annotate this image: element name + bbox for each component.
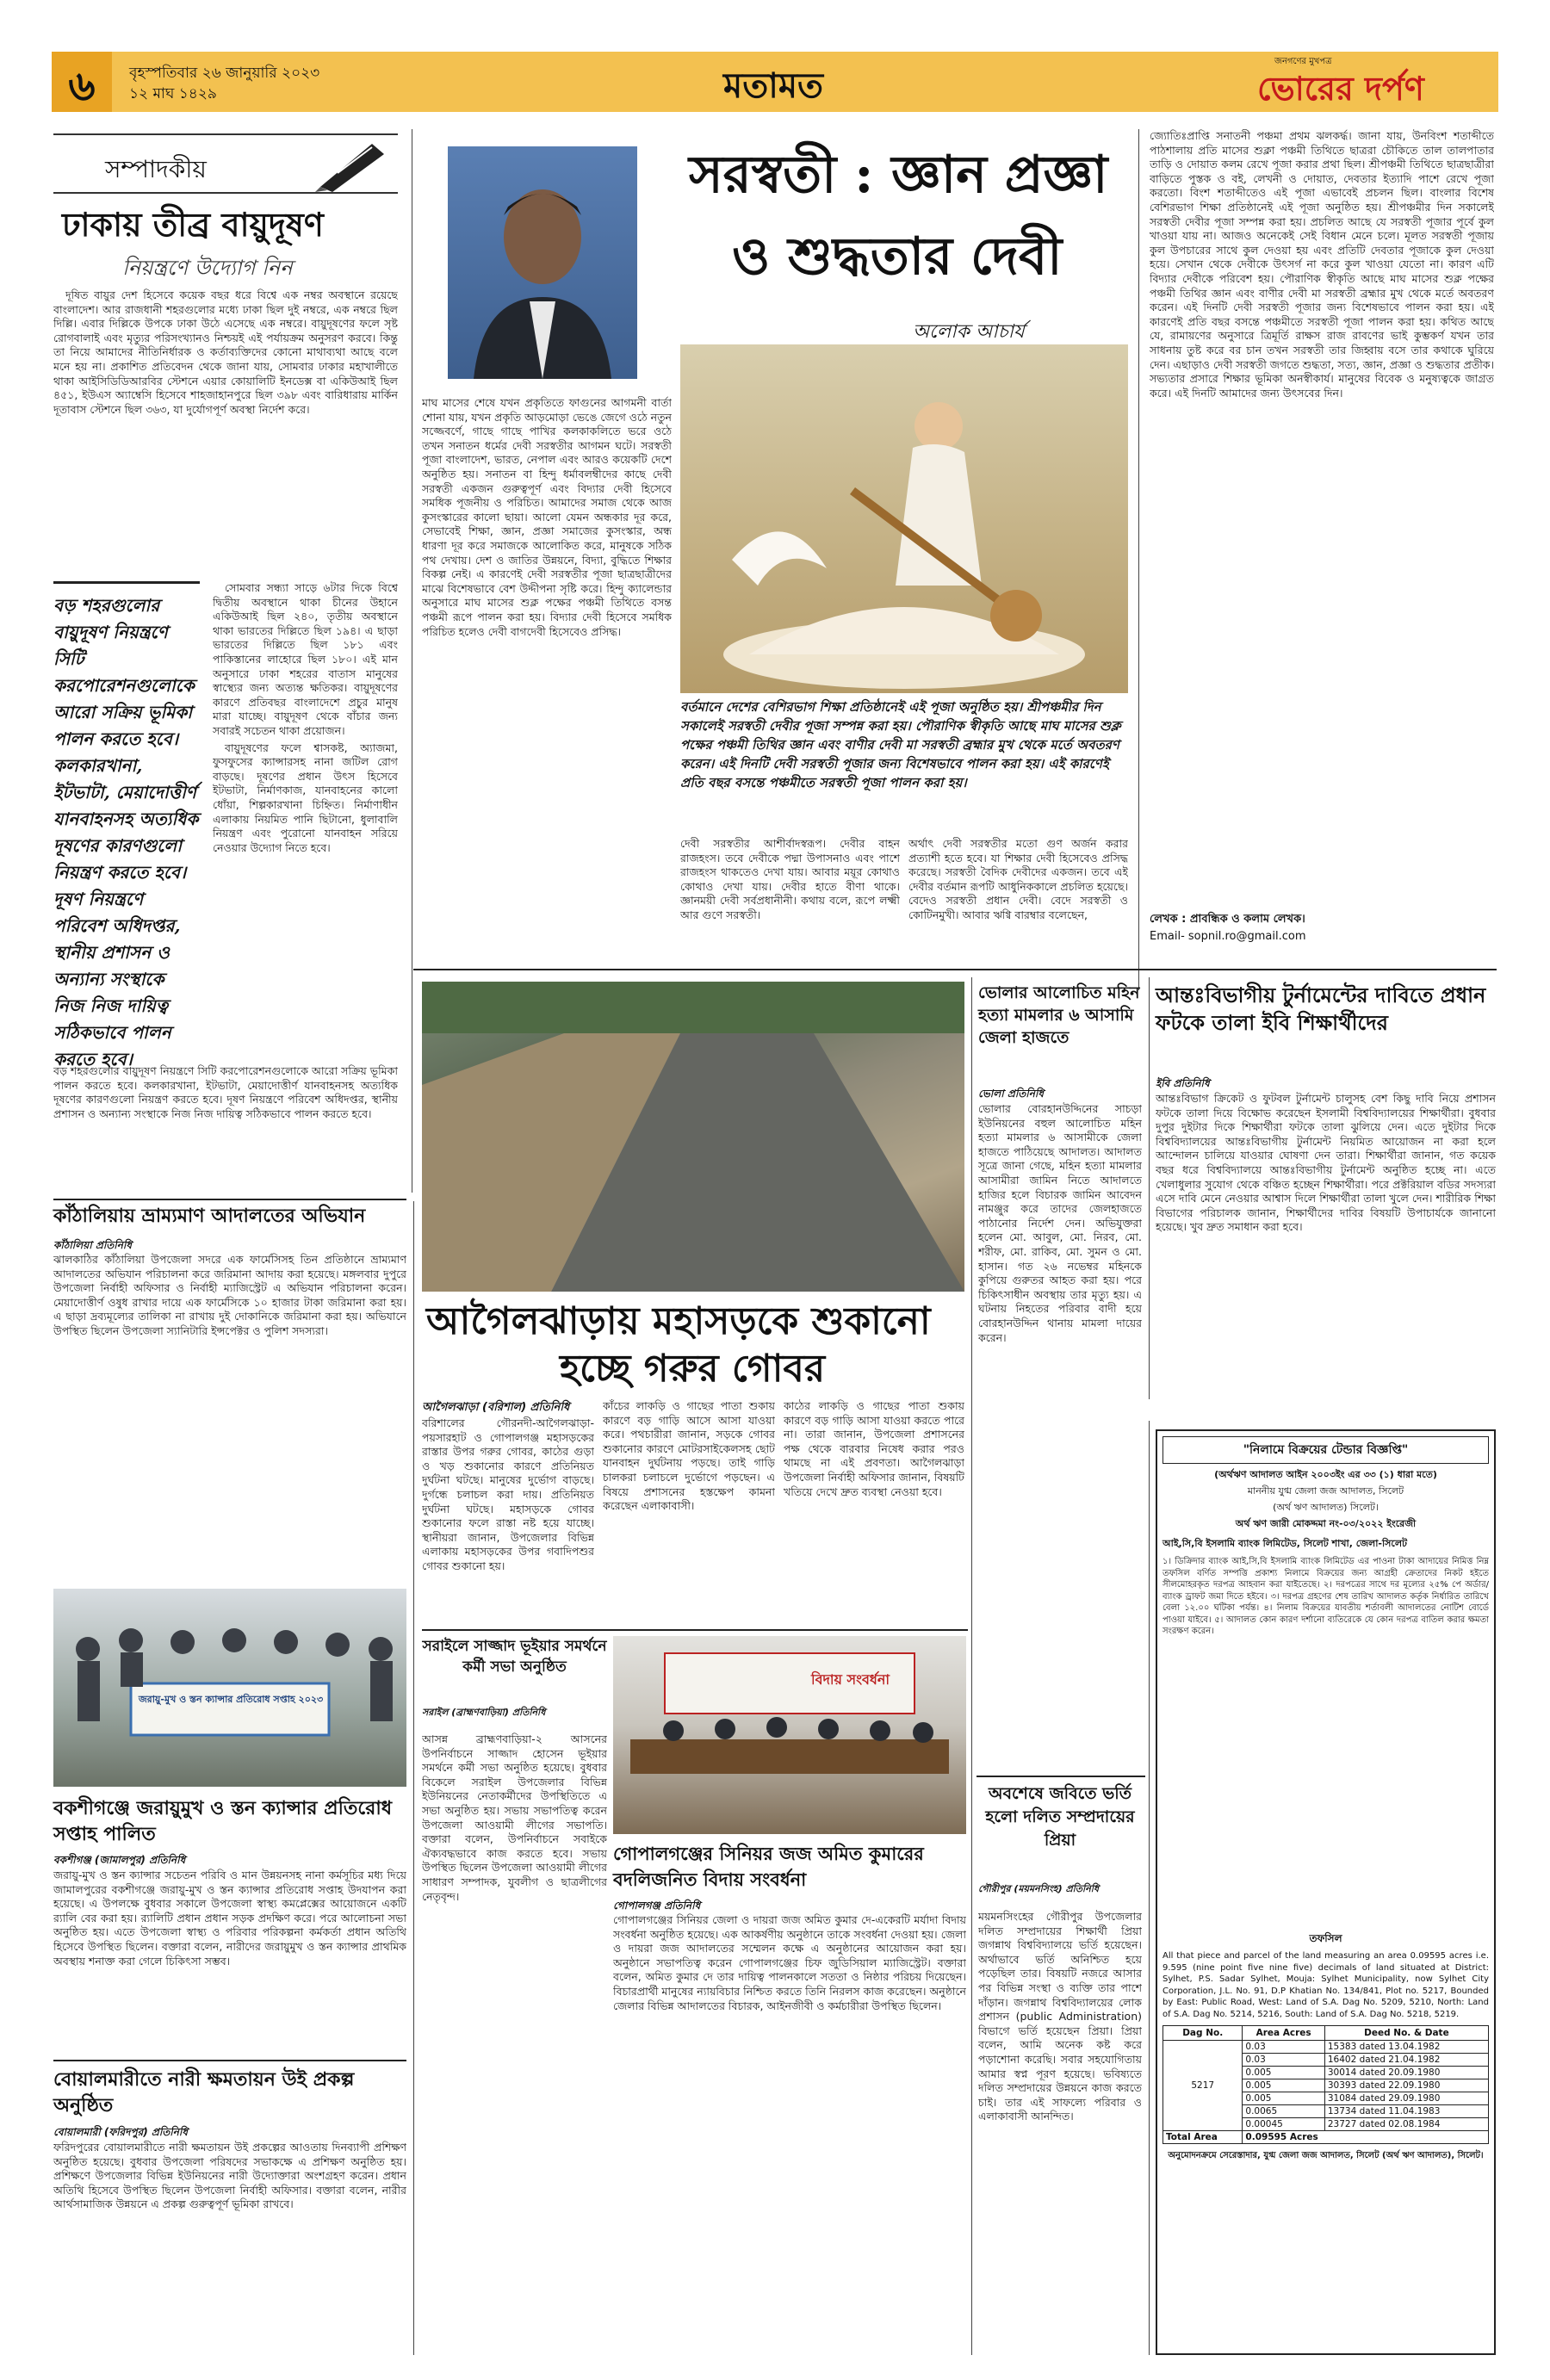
judge-banner-text: বিদায় সংবর্ধনা xyxy=(811,1671,890,1688)
table-cell: 30014 dated 20.09.1980 xyxy=(1324,2067,1488,2079)
column-rule xyxy=(1138,129,1139,990)
auction-subtitle-3: (অর্থ ঋণ আদালত) সিলেট। xyxy=(1273,1502,1379,1513)
road-headline-line1: আগৈলঝাড়ায় মহাসড়কে শুকানো xyxy=(426,1299,931,1343)
table-cell: 0.00045 xyxy=(1243,2118,1324,2131)
column-rule xyxy=(413,1201,414,2355)
priya-headline: অবশেষে জবিতে ভর্তি হলো দলিত সম্প্রদায়ের প্রিয়া xyxy=(985,1784,1135,1850)
judge-body: গোপালগঞ্জের সিনিয়র জেলা ও দায়রা জজ অমিত কুমার দে-একেরটি মর্যাদা বিদায় সংবর্ধনা অনুষ্ঠিত হয়েছে। এক আকর্ষণীয় অনুষ্ঠানে তাকে সংবর্ধনা দেওয়া হয়। জেলা ও দায়রা জজ আদালতের সম্মেলন কক্ষে এ অনুষ্ঠানের আয়োজন করা হয়। অনুষ্ঠানে সভাপতিত্ব করেন গোপালগঞ্জের চিফ জুডিসিয়াল ম্যাজিস্ট্রেট। বক্তারা বলেন, অমিত কুমার দে তার দায়িত্ব পালনকালে সততা ও নিষ্ঠার পরিচয় দিয়েছেন। বিচারপ্রার্থী মানুষের ন্যায়বিচার নিশ্চিত করতে তিনি নিরলস কাজ করেছেন। অনুষ্ঠানে জেলার বিভিন্ন আদালতের বিচারক, আইনজীবী ও কর্মচারীরা উপস্থিত ছিলেন। xyxy=(613,1913,966,2012)
table-cell: 31084 dated 29.09.1980 xyxy=(1324,2092,1488,2105)
feature-column-1: মাঘ মাসের শেষে যখন প্রকৃতিতে ফাগুনের আগমনী বার্তা শোনা যায়, যখন প্রকৃতি আড়মোড়া ভেঙে জেগে ওঠে নতুন সজ্জেবর্ণে, গাছে গাছে পাখির কলকাকলিতে ভরে ওঠে তখন সনাতন ধর্মের দেবী সরস্বতীর আগমন ঘটে। সরস্বতী পূজা বাংলাদেশ, ভারত, নেপাল এবং আরও কয়েকটি দেশে অনুষ্ঠিত হয়। সনাতন বা হিন্দু ধর্মাবলম্বীদের কাছে দেবী সরস্বতী একজন গুরুত্বপূর্ণ এবং বিদ্যার দেবী হিসেবে সমধিক পূজনীয় ও পরিচিত। আমাদের সমাজ থেকে আজ কুসংস্কারের কালো ছায়া। আলো যেমন অন্ধকার দূর করে, সেভাবেই শিক্ষা, জ্ঞান, প্রজ্ঞা সমাজের কুসংস্কার, অন্ধ ধারণা দূর করে সমাজকে আলোকিত করে, মানুষকে সঠিক পথ দেখায়। দেশ ও জাতির উন্নয়নে, বিদ্যা, বুদ্ধিতে শিক্ষার বিকল্প নেই। এ কারণেই দেবী সরস্বতীর পূজা ছাত্রছাত্রীদের মাঝে বিশেষভাবে বেশ উদ্দীপনা সৃষ্টি করে। হিন্দু ক্যালেন্ডার অনুসারে মাঘ মাসের শুক্ল পক্ষের পঞ্চমী তিথিতে বসন্ত পঞ্চমী রূপে পালন করা হয়। বিদ্যার দেবী হিসেবে সমধিক পরিচিত হলেও দেবী বাগদেবী হিসেবেও প্রসিদ্ধ। xyxy=(422,396,672,638)
masthead xyxy=(52,52,1498,114)
table-cell: 23727 dated 02.08.1984 xyxy=(1324,2118,1488,2131)
judge-headline: গোপালগঞ্জের সিনিয়র জজ অমিত কুমারের বদলিজনিত বিদায় সংবর্ধনা xyxy=(613,1843,924,1890)
feature-author-note: লেখক : প্রাবন্ধিক ও কলাম লেখক। xyxy=(1150,913,1305,926)
section-title: মতামত xyxy=(723,65,824,106)
women-dateline: বোয়ালমারী (ফরিদপুর) প্রতিনিধি xyxy=(53,2126,189,2138)
priya-body: ময়মনসিংহের গৌরীপুর উপজেলার দলিত সম্প্রদায়ের শিক্ষার্থী প্রিয়া জগন্নাথ বিশ্ববিদ্যালয়ে ভর্তি হয়েছেন। অর্থাভাবে ভর্তি অনিশ্চিত হয়ে পড়েছিল তার। বিষয়টি নজরে আসার পর বিভিন্ন সংস্থা ও ব্যক্তি তার পাশে দাঁড়ান। জগন্নাথ বিশ্ববিদ্যালয়ের লোক প্রশাসন (public Administration) বিভাগে ভর্তি হয়েছেন প্রিয়া। প্রিয়া বলেন, আমি অনেক কষ্ট করে পড়াশোনা করেছি। সবার সহযোগিতায় আমার স্বপ্ন পূরণ হয়েছে। ভবিষ্যতে দলিত সম্প্রদায়ের উন্নয়নে কাজ করতে চাই। তার এই সাফল্যে পরিবার ও এলাকাবাসী আনন্দিত। xyxy=(978,1910,1142,2123)
priya-dateline: গৌরীপুর (ময়মনসিংহ) প্রতিনিধি xyxy=(978,1883,1100,1894)
schedule-title: তফসিল xyxy=(1309,1932,1342,1944)
image-caption: বর্তমানে দেশের বেশিরভাগ শিক্ষা প্রতিষ্ঠানেই এই পূজা অনুষ্ঠিত হয়। শ্রীপঞ্চমীর দিন সকালেই সরস্বতী দেবীর পূজা সম্পন্ন করা হয়। পৌরাণিক স্বীকৃতি আছে মাঘ মাসের শুক্ল পক্ষের পঞ্চমী তিথির জ্ঞান এবং বাণীর দেবী মা সরস্বতী ব্রহ্মার মুখ থেকে মর্তে অবতরণ করেন। এই দিনটি দেবী সরস্বতী পূজার জন্য বিশেষভাবে পালন করা হয়। এই কারণেই প্রতি বছর বসন্তে পঞ্চমীতে সরস্বতী পূজা পালন করা হয়। xyxy=(680,699,1121,790)
feature-right-column: জ্যোতিঃপ্রাপ্তি সনাতনী পঞ্চমা প্রথম ঝলকর্দ্ধ। জানা যায়, উনবিংশ শতাব্দীতে পাঠশালায় প্রতি মাসের শুক্লা পঞ্চমী তিথিতে ছাত্ররা চৌকিতে তাল তালপাতার তাড়ি ও দোয়াত কলম রেখে পূজা করার প্রথা ছিল। শ্রীপঞ্চমী তিথিতে ছাত্রছাত্রীরা বাড়িতে পুস্তক ও বই, লেখনী ও দোয়াত, দেবতার ইত্যাদি পাশে রেখে পূজা করতো। বিংশ শতাব্দীতেও এই পূজা এভাবেই প্রচলন ছিল। বাংলার বিশেষ বেশিরভাগ শিক্ষা প্রতিষ্ঠানেই এই পূজা অনুষ্ঠিত হয়। শ্রীপঞ্চমীর দিন সকালেই সরস্বতী দেবীর পূজা সম্পন্ন করা হয়। প্রচলিত আছে যে সরস্বতী পূজার পূর্বে কুল খাওয়া যায় না। আজও অনেকেই সেই বিধান মেনে চলে। মূলত সরস্বতী পূজায় কুল উপচারের সাথে কুল দেওয়া হয় এবং প্রতিটি দেবতার পূজাকে কুল দেওয়া হয়ে। সেখান থেকে দেবীকে উৎসর্গ না করে কুল খাওয়া যেতো না। কারণ এটি বিদ্যার দেবীকে পরিবেশ হয়। পৌরাণিক স্বীকৃতি আছে মাঘ মাসের শুক্ল পক্ষের পঞ্চমী তিথির জ্ঞান এবং বাণীর দেবী মা সরস্বতী ব্রহ্মার মুখ থেকে মর্তে অবতরণ করেন। এই দিনটি দেবী সরস্বতী পূজার জন্য বিশেষভাবে পালন করা হয়। এই কারণেই প্রতি বছর বসন্তে পঞ্চমীতে সরস্বতী পূজা পালন করা হয়। কথিত আছে যে, রামায়ণের অনুসারে ত্রিমূর্তি রাক্ষস রাজ রাবণের ভাই কুম্ভকর্ণ যখন তার সাধনায় তুষ্ট করে বর চান তখন সরস্বতী তার জিহ্বায় বসে তার কথাকে ঘুরিয়ে দেন। এছাড়াও দেবী সরস্বতী জগতে শুদ্ধতা, সত্য, জ্ঞান, প্রজ্ঞা ও শুদ্ধতার প্রতীক। সভ্যতার প্রসারে শিক্ষার ভূমিকা অনস্বীকার্য। মানুষের বিবেক ও মনুষ্যত্বকে জাগ্রত করে। এই দিনটি আমাদের জন্য উৎসবের দিন। xyxy=(1150,129,1494,400)
table-cell: 15383 dated 13.04.1982 xyxy=(1324,2041,1488,2054)
newspaper-logo: ভোরের দর্পণ xyxy=(1257,69,1424,108)
column-rule xyxy=(971,977,972,2355)
bhola-body: ভোলার বোরহানউদ্দিনের সাচড়া ইউনিয়নের বহুল আলোচিত মহিন হত্যা মামলার ৬ আসামীকে জেলা হাজতে পাঠিয়েছে আদালত। আদালত সূত্রে জানা গেছে, মহিন হত্যা মামলার আসামীরা জামিন নিতে আদালতে হাজির হলে বিচারক জামিন আবেদন নামঞ্জুর করে তাদের জেলহাজতে পাঠানোর নির্দেশ দেন। অভিযুক্তরা হলেন মো. আবুল, মো. নিরব, মো. শরীফ, মো. রাকিব, মো. সুমন ও মো. হাসান। গত ২৬ নভেম্বর মহিনকে কুপিয়ে গুরুতর আহত করা হয়। পরে চিকিৎসাধীন অবস্থায় তার মৃত্যু হয়। এ ঘটনায় নিহতের পরিবার বাদী হয়ে বোরহানউদ্দিন থানায় মামলা দায়ের করেন। xyxy=(978,1102,1142,1344)
table-header: Deed No. & Date xyxy=(1324,2026,1488,2041)
auction-subtitle-2: মাননীয় যুগ্ম জেলা জজ আদালত, সিলেট xyxy=(1247,1485,1404,1497)
editorial-body-right xyxy=(213,581,398,1063)
auction-body: ১। ডিক্রিদার ব্যাংক আই,সি,বি ইসলামি ব্যাংক লিমিটেড এর পাওনা টাকা আদায়ের নিমিত্ত নিম্ন তফসিল বর্ণিত সম্পত্তি প্রকাশ্য নিলামে বিক্রয়ের জন্য আগ্রহী ক্রেতাদের নিকট হইতে সীলমোহরকৃত দরপত্র আহবান করা যাইতেছে। ২। দরপত্রের সাথে দর মূল্যের ২৫% পে অর্ডার/ব্যাংক ড্রাফট জমা দিতে হইবে। ৩। দরপত্র গ্রহণের শেষ তারিখ আদালত কর্তৃক নির্ধারিত তারিখে বেলা ১২.০০ ঘটিকা পর্যন্ত। ৪। নিলাম বিক্রয়ের যাবতীয় শর্তাবলী আদালতের নোটিশ বোর্ডে পাওয়া যাইবে। ৫। আদালত কোন কারণ দর্শানো ব্যতিরেকে যে কোন দরপত্র বাতিল করার ক্ষমতা সংরক্ষণ করেন। xyxy=(1162,1557,1489,1636)
auction-english: All that piece and parcel of the land measuring an area 0.09595 acres i.e. 9.595 (nine point five nine five) decimals of land situated at District: Sylhet, P.S. Sadar Sylhet, Mouja: Sylhet Municipality, now Sylhet City Corporation, J.L. No. 91, D.P Khatian No. 134/841, Plot no. 5217, Bounded by East: Public Road, West: Land of S.A. Dag No. 5209, 5210, North: Land of S.A. Dag No. 5214, 5216, South: Land of S.A. Dag No. 5218, 5219. xyxy=(1162,1951,1489,2019)
feature-author: অলোক আচার্য xyxy=(913,321,1025,343)
editorial-pullquote-box xyxy=(53,581,200,1069)
women-headline: বোয়ালমারীতে নারী ক্ষমতায়ন উই প্রকল্প অনুষ্ঠিত xyxy=(53,2068,355,2117)
page-number: ৬ xyxy=(68,62,96,110)
date-line-2: ১২ মাঘ ১৪২৯ xyxy=(129,85,217,102)
editorial-pullquote: বড় শহরগুলোর বায়ুদূষণ নিয়ন্ত্রণে সিটি করপোরেশনগুলোকে আরো সক্রিয় ভূমিকা পালন করতে হবে। কলকারখানা, ইটভাটা, মেয়াদোত্তীর্ণ যানবাহনসহ অত্যধিক দূষণের কারণগুলো নিয়ন্ত্রণ করতে হবে। দূষণ নিয়ন্ত্রণে পরিবেশ অধিদপ্তর, স্থানীয় প্রশাসন ও অন্যান্য সংস্থাকে নিজ নিজ দায়িত্ব সঠিকভাবে পালন করতে হবে। xyxy=(53,595,199,1069)
judge-dateline: গোপালগঞ্জ প্রতিনিধি xyxy=(613,1900,701,1912)
table-header: Area Acres xyxy=(1243,2026,1324,2041)
saraswati-image xyxy=(680,344,1128,693)
table-cell: 16402 dated 21.04.1982 xyxy=(1324,2054,1488,2067)
table-cell: 0.005 xyxy=(1243,2067,1324,2079)
deed-table xyxy=(1162,2025,1489,2144)
road-dateline: আগৈলঝাড়া (বরিশাল) প্রতিনিধি xyxy=(422,1401,570,1414)
bhuiyan-body: আসন্ন ব্রাহ্মণবাড়িয়া-২ আসনের উপনির্বাচনে সাজ্জাদ হোসেন ভূইয়ার সমর্থনে কর্মী সভা অনুষ্ঠিত হয়েছে। বুধবার বিকেলে সরাইল উপজেলার বিভিন্ন ইউনিয়নের নেতাকর্মীদের উপস্থিতিতে এ সভা অনুষ্ঠিত হয়। সভায় সভাপতিত্ব করেন উপজেলা আওয়ামী লীগের সভাপতি। বক্তারা বলেন, উপনির্বাচনে সবাইকে ঐক্যবদ্ধভাবে কাজ করতে হবে। সভায় উপস্থিত ছিলেন উপজেলা আওয়ামী লীগের সাধারণ সম্পাদক, যুবলীগ ও ছাত্রলীগের নেতৃবৃন্দ। xyxy=(422,1732,607,1903)
cancer-headline: বকশীগঞ্জে জরায়ুমুখ ও স্তন ক্যান্সার প্রতিরোধ সপ্তাহ পালিত xyxy=(53,1797,393,1845)
road-headline-line2: হচ্ছে গরুর গোবর xyxy=(560,1347,826,1391)
cancer-dateline: বকশীগঞ্জ (জামালপুর) প্রতিনিধি xyxy=(53,1854,186,1866)
bhola-headline: ভোলার আলোচিত মহিন হত্যা মামলার ৬ আসামি জেলা হাজতে xyxy=(978,983,1140,1047)
editorial-headline: ঢাকায় তীব্র বায়ুদূষণ xyxy=(62,205,324,244)
table-cell: 13734 dated 11.04.1983 xyxy=(1324,2105,1488,2118)
table-cell: 0.03 xyxy=(1243,2054,1324,2067)
road-column-2: কাঁচের লাকড়ি ও গাছের পাতা শুকায় কারণে বড় গাড়ি আসে আসা যাওয়া করে। পথচারীরা জানান, সড়কে গোবর শুকানোর কারণে মোটরসাইকেলসহ ছোট যানবাহন দুর্ঘটনায় পড়ছে। তাই গাড়ি চালকরা চলাচলে দুর্ভোগে পড়ছেন। এ বিষয়ে প্রশাসনের হস্তক্ষেপ কামনা করেছেন এলাকাবাসী। xyxy=(603,1399,775,1513)
auction-subtitle-4: অর্থ ঋণ জারী মোকদ্দমা নং-০৩/২০২২ ইংরেজী xyxy=(1235,1518,1417,1529)
table-cell: 0.005 xyxy=(1243,2079,1324,2092)
feature-below-col-4: অর্থাৎ দেবী সরস্বতীর মতো গুণ অর্জন করার প্রত্যাশী হতে হবে। যা শিক্ষার দেবী হিসেবেও প্রসিদ্ধ করেছে। সরস্বতী বৈদিক দেবীদের একজন। তবে এই দেবীর বর্তমান রূপটি আধুনিককালে প্রচলিত হয়েছে। বেদেও সরস্বতী প্রধান দেবী। বেদে সরস্বতী ও কোটিনমুখী। আবার ঋগ্বি বারম্বার বলেছেন, xyxy=(908,837,1128,921)
auction-title: "নিলামে বিক্রয়ের টেন্ডার বিজ্ঞপ্তি" xyxy=(1162,1436,1489,1464)
author-photo xyxy=(448,146,637,379)
table-cell: 0.09595 Acres xyxy=(1243,2131,1489,2144)
table-cell: 0.005 xyxy=(1243,2092,1324,2105)
editorial-header xyxy=(53,133,398,194)
column-rule xyxy=(1149,977,1150,1399)
section-divider xyxy=(413,969,1497,970)
mobile-court-headline: কাঁঠালিয়ায় ভ্রাম্যমাণ আদালতের অভিযান xyxy=(53,1205,366,1227)
feature-below-col-3: দেবী সরস্বতীর আশীর্বাদস্বরূপ। দেবীর বাহন রাজহংস। তবে দেবীকে পদ্মা উপাসনাও এবং পাশে রাজহংস থাকতেও দেখা যায়। আবার ময়ূর কোথাও কোথাও দেখা যায়। দেবীর হাতে বীণা থাকে। জ্ঞানময়ী দেবী সর্বপ্রধানীনী। কথায় বলে, রূপে লক্ষ্মী আর গুণে সরস্বতী। xyxy=(680,837,900,921)
person-portrait-icon xyxy=(448,146,637,379)
ebi-dateline: ইবি প্রতিনিধি xyxy=(1156,1077,1210,1089)
mobile-court-dateline: কাঁঠালিয়া প্রতিনিধি xyxy=(53,1239,133,1251)
fountain-pen-icon xyxy=(312,139,389,192)
women-body: ফরিদপুরের বোয়ালমারীতে নারী ক্ষমতায়ন উই প্রকল্পের আওতায় দিনব্যাপী প্রশিক্ষণ অনুষ্ঠিত হয়েছে। বুধবার উপজেলা পরিষদের সভাকক্ষে এ প্রশিক্ষণ অনুষ্ঠিত হয়। প্রশিক্ষণে উপজেলার বিভিন্ন ইউনিয়নের নারী উদ্যোক্তারা অংশগ্রহণ করেন। প্রধান অতিথি হিসেবে উপস্থিত ছিলেন উপজেলা নির্বাহী অফিসার। বক্তারা বলেন, নারীর আর্থসামাজিক উন্নয়নে এ প্রকল্প গুরুত্বপূর্ণ ভূমিকা রাখবে। xyxy=(53,2141,406,2211)
bhola-dateline: ভোলা প্রতিনিধি xyxy=(978,1088,1045,1100)
farewell-stage-icon xyxy=(613,1636,966,1834)
mobile-court-body: ঝালকাঠির কাঁঠালিয়া উপজেলা সদরে এক ফার্মেসিসহ তিন প্রতিষ্ঠানে ভ্রাম্যমাণ আদালতের অভিযান পরিচালনা করে জরিমানা আদায় করা হয়েছে। মঙ্গলবার দুপুরে উপজেলা নির্বাহী অফিসার ও নির্বাহী ম্যাজিস্ট্রেট এ অভিযান পরিচালনা করেন। মেয়াদোত্তীর্ণ ওষুধ রাখার দায়ে এক ফার্মেসিকে ১০ হাজার টাকা জরিমানা করা হয়। এ ছাড়া দ্রব্যমূল্যের তালিকা না রাখায় দুই দোকানিকে জরিমানা করা হয়। অভিযানে উপস্থিত ছিলেন উপজেলা স্যানিটারি ইন্সপেক্টর ও পুলিশ সদস্যরা। xyxy=(53,1253,406,1337)
table-cell: Total Area xyxy=(1163,2131,1243,2144)
judge-event-photo xyxy=(613,1636,966,1834)
cancer-banner-text: জরায়ু-মুখ ও স্তন ক্যান্সার প্রতিরোধ সপ্তাহ ২০২৩ xyxy=(138,1694,324,1705)
rally-photo-icon xyxy=(53,1589,406,1787)
table-cell: 30393 dated 22.09.1980 xyxy=(1324,2079,1488,2092)
editorial-closing: বড় শহরগুলোর বায়ুদূষণ নিয়ন্ত্রণে সিটি করপোরেশনগুলোকে আরো সক্রিয় ভূমিকা পালন করতে হবে। কলকারখানা, ইটভাটা, মেয়াদোত্তীর্ণ যানবাহনসহ অত্যধিক দূষণের কারণগুলো নিয়ন্ত্রণ করতে হবে। দূষণ নিয়ন্ত্রণে পরিবেশ অধিদপ্তর, স্থানীয় প্রশাসন ও অন্যান্য সংস্থাকে নিজ নিজ দায়িত্ব সঠিকভাবে পালন করতে হবে। xyxy=(53,1064,398,1120)
logo-tagline: জনগণের মুখপত্র xyxy=(1274,57,1332,66)
table-total-row xyxy=(1163,2131,1489,2144)
cancer-body: জরায়ু-মুখ ও স্তন ক্যান্সার সচেতন পরিবি ও মান উন্নয়নসহ নানা কর্মসূচির মধ্য দিয়ে জামালপুরের বকশীগঞ্জে জরায়ু-মুখ ও স্তন ক্যান্সার প্রতিরোধ সপ্তাহ উদযাপন করা হয়েছে। এ উপলক্ষে বুধবার সকালে উপজেলা স্বাস্থ্য কমপ্লেক্সের আয়োজনে একটি র‌্যালি বের করা হয়। র‌্যালিটি প্রধান প্রধান সড়ক প্রদক্ষিণ করে। পরে আলোচনা সভা অনুষ্ঠিত হয়। এতে উপজেলা স্বাস্থ্য ও পরিবার পরিকল্পনা কর্মকর্তা প্রধান অতিথি হিসেবে উপস্থিত ছিলেন। বক্তারা বলেন, নারীদের জরায়ুমুখ ও স্তন ক্যান্সার প্রাথমিক অবস্থায় শনাক্ত করা গেলে চিকিৎসা সম্ভব। xyxy=(53,1869,406,1968)
auction-bank-line: আই,সি,বি ইসলামি ব্যাংক লিমিটেড, সিলেট শাখা, জেলা-সিলেট xyxy=(1162,1538,1408,1549)
dag-number-cell: 5217 xyxy=(1163,2041,1243,2131)
road-scene-icon xyxy=(422,982,964,1292)
editorial-section xyxy=(53,133,398,1069)
editorial-body-top xyxy=(53,288,398,573)
date-line-1: বৃহস্পতিবার ২৬ জানুয়ারি ২০২৩ xyxy=(129,65,320,82)
table-cell: 0.0065 xyxy=(1243,2105,1324,2118)
editorial-paragraph: দূষিত বায়ুর দেশ হিসেবে কয়েক বছর ধরে বিশ্বে এক নম্বর অবস্থানে রয়েছে বাংলাদেশ। আর রাজধানী শহরগুলোর মধ্যে ঢাকা ছিল দুই নম্বরে, এক নম্বরে ছিল দিল্লি। এবার দিল্লিকে উপকে ঢাকা উঠে এসেছে এক নম্বরে। বায়ুদূষণের ফলে সৃষ্ট রোগবালাই এবং মৃত্যুর পরিসংখ্যানও নিশ্চয়ই এই পর্যায়ক্রম অনুসরণ করবে। কিন্তু তা নিয়ে আমাদের নীতিনির্ধারক ও কর্তাব্যক্তিদের কোনো মাথাব্যথা আছে বলে মনে হয় না। প্রকাশিত প্রতিবেদন থেকে জানা যায়, সোমবার ঢাকার মহাখালীতে থাকা আইসিডিডিআরবির স্টেশনে এয়ার কোয়ালিটি ইনডেক্স বা একিউআই ছিল ৪৫১, ইউএস অ্যাম্বেসি হিসেবে শাহজাহানপুরে ছিল ৩৯৮ এবং বারিধারায় মার্কিন দূতাবাস স্টেশনে ছিল ৩৬৩, যা দুর্যোগপূর্ণ অবস্থা নির্দেশ করে। xyxy=(53,288,398,416)
table-header: Dag No. xyxy=(1163,2026,1243,2041)
column-rule xyxy=(1149,1421,1150,2355)
editorial-label: সম্পাদকীয় xyxy=(105,155,207,183)
feature-headline-line1: সরস্বতী : জ্ঞান প্রজ্ঞা xyxy=(689,145,1108,205)
bhuiyan-dateline: সরাইল (ব্রাহ্মণবাড়িয়া) প্রতিনিধি xyxy=(422,1707,546,1718)
ebi-body: আন্তঃবিভাগ ক্রিকেট ও ফুটবল টুর্নামেন্ট চালুসহ বেশ কিছু দাবি নিয়ে প্রশাসন ফটকে তালা দিয়ে বিক্ষোভ করেছেন ইসলামী বিশ্ববিদ্যালয়ের শিক্ষার্থীরা। বুধবার দুপুর দুইটার দিকে শিক্ষার্থীরা ফটকে তালা ঝুলিয়ে দেন। এতে দুইটার দিকে বিশ্ববিদ্যালয়ের আন্তঃবিভাগীয় টুর্নামেন্ট নিয়মিত আয়োজন না করা হলে আন্দোলন চালিয়ে যাওয়ার ঘোষণা দেন তারা। শিক্ষার্থীরা জানান, গত কয়েক বছর ধরে বিশ্ববিদ্যালয়ে আন্তঃবিভাগীয় টুর্নামেন্ট অনুষ্ঠিত হচ্ছে না। এতে খেলাধুলার সুযোগ থেকে বঞ্চিত হচ্ছেন শিক্ষার্থীরা। পরে প্রক্টরিয়াল বডির সদস্যরা এসে দাবি মেনে নেওয়ার আশ্বাস দিলে শিক্ষার্থীরা তালা খুলে দেন। শারীরিক শিক্ষা বিভাগের পরিচালক জানান, শিক্ষার্থীদের দাবির বিষয়টি উপাচার্যকে জানানো হয়েছে। খুব দ্রুত সমাধান করা হবে। xyxy=(1156,1092,1496,1234)
road-column-1: বরিশালের গৌরনদী-আগৈলঝাড়া-পয়সারহাট ও গোপালগঞ্জ মহাসড়কের রাস্তার উপর গরুর গোবর, কাঠের গুড়া ও খড় শুকানোর কারণে প্রতিনিয়ত দুর্ঘটনা ঘটছে। মানুষের দুর্ভোগ বাড়ছে। দুর্গন্ধে চলাচল করা দায়। প্রতিনিয়ত দুর্ঘটনা ঘটছে। মহাসড়কে গোবর শুকানোর ফলে রাস্তা নষ্ট হয়ে যাচ্ছে। স্থানীয়রা জানান, উপজেলার বিভিন্ন এলাকায় মহাসড়কের উপর গবাদিপশুর গোবর শুকানো হয়। xyxy=(422,1416,594,1572)
auction-subtitle-1: (অর্থঋণ আদালত আইন ২০০৩ইং এর ৩৩ (১) ধারা মতে) xyxy=(1214,1469,1437,1480)
editorial-subhead: নিয়ন্ত্রণে উদ্যোগ নিন xyxy=(122,256,293,280)
editorial-paragraph: বায়ুদূষণের ফলে শ্বাসকষ্ট, অ্যাজমা, ফুসফুসের ক্যান্সারসহ নানা জটিল রোগ বাড়ছে। দূষণের প্রধান উৎস হিসেবে ইটভাটা, নির্মাণকাজ, যানবাহনের কালো ধোঁয়া, শিল্পকারখানা চিহ্নিত। নির্মাণাধীন এলাকায় নিয়মিত পানি ছিটানো, ধুলাবালি নিয়ন্ত্রণ এবং পুরোনো যানবাহন সরিয়ে নেওয়ার উদ্যোগ নিতে হবে। xyxy=(213,741,398,854)
section-divider xyxy=(53,1199,406,1200)
goddess-illustration-icon xyxy=(680,344,1128,693)
feature-headline-line2: ও শুদ্ধতার দেবী xyxy=(732,226,1063,287)
road-column-3: কাঠের লাকড়ি ও গাছের পাতা শুকায় কারণে বড় গাড়ি আসা যাওয়া করতে পারে না। তারা জানান, উপজেলা প্রশাসনের পক্ষ থেকে বারবার নিষেধ করার পরও থামছে না এই প্রবণতা। আগৈলঝাড়া উপজেলা নির্বাহী অফিসার জানান, বিষয়টি খতিয়ে দেখে দ্রুত ব্যবস্থা নেওয়া হবে। xyxy=(784,1399,964,1498)
section-divider xyxy=(976,1776,1145,1777)
table-cell: 0.03 xyxy=(1243,2041,1324,2054)
section-divider xyxy=(53,2060,406,2061)
editorial-paragraph: সোমবার সন্ধ্যা সাড়ে ৬টার দিকে বিশ্বে দ্বিতীয় অবস্থানে থাকা চীনের উহানে একিউআই ছিল ২৪০, তৃতীয় অবস্থানে থাকা ভারতের দিল্লিতে ছিল ১৯৪। এ ছাড়া ভারতের দিল্লিতে ছিল ১৮১ এবং পাকিস্তানের লাহোরে ছিল ১৮০। এই মান অনুসারে ঢাকা শহরের বাতাস মানুষের স্বাস্থ্যের জন্য অত্যন্ত ক্ষতিকর। বায়ুদূষণের কারণে প্রতিবছর বাংলাদেশে প্রচুর মানুষ মারা যাচ্ছে। বায়ুদূষণ থেকে বাঁচার জন্য সবারই সচেতন থাকা প্রয়োজন। xyxy=(213,581,398,737)
bhuiyan-headline: সরাইলে সাজ্জাদ ভূইয়ার সমর্থনে কর্মী সভা অনুষ্ঠিত xyxy=(422,1638,607,1676)
feature-email: Email- sopnil.ro@gmail.com xyxy=(1150,930,1306,943)
cancer-week-photo xyxy=(53,1589,406,1787)
ebi-headline: আন্তঃবিভাগীয় টুর্নামেন্টের দাবিতে প্রধান ফটকে তালা ইবি শিক্ষার্থীদের xyxy=(1156,982,1486,1035)
auction-notice xyxy=(1156,1429,1496,2355)
section-divider xyxy=(422,1629,968,1631)
table-row xyxy=(1163,2041,1489,2054)
road-photo xyxy=(422,982,964,1292)
auction-footer: অনুমোদনক্রমে সেরেস্তাদার, যুগ্ম জেলা জজ আদালত, সিলেট (অর্থ ঋণ আদালত), সিলেট। xyxy=(1168,2151,1484,2160)
